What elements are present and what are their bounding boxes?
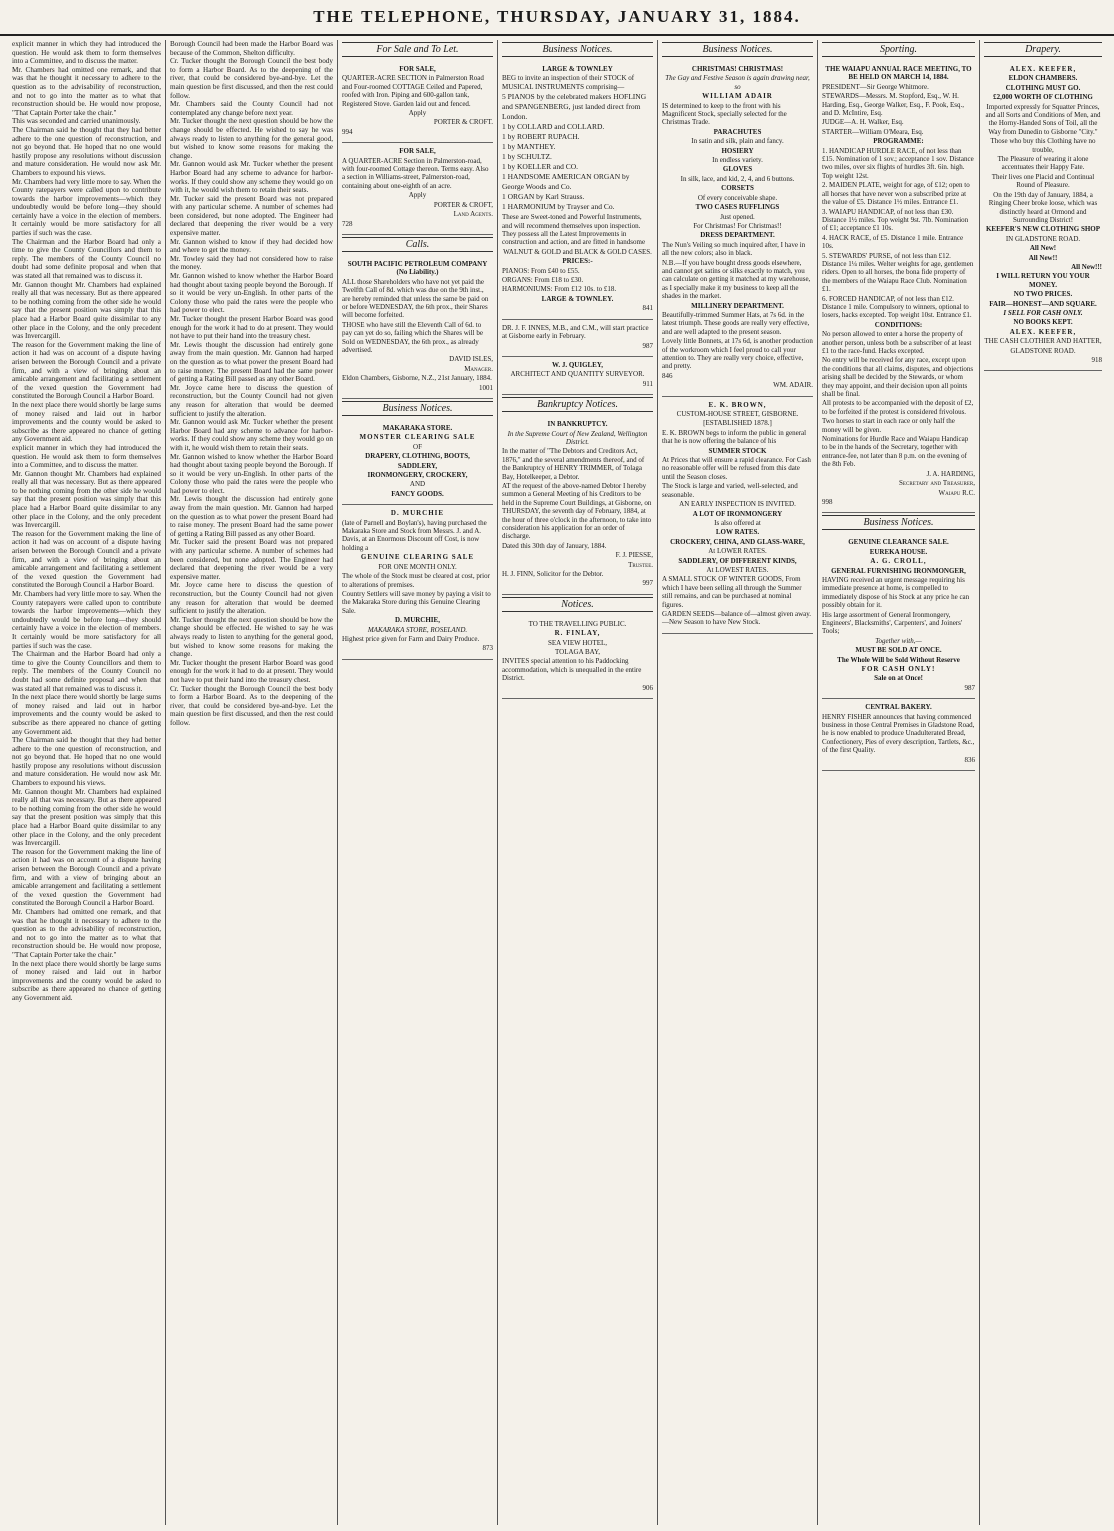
advert-signature: Waiapu R.C. [938, 488, 975, 497]
advert-title: CENTRAL BAKERY. [865, 703, 932, 712]
advert-title: R. FINLAY, [554, 629, 601, 638]
advert-title: A. G. CROLL, [870, 557, 927, 566]
column-3-advertisements [338, 40, 498, 1525]
report-paragraph: In the next place there would shortly be large sums of money raised and laid out in harbor improvements and the county would be asked to subscribe as there appeared no chance of getting any Government aid. [12, 400, 161, 444]
advert-number: 841 [642, 304, 653, 313]
advert-heading: CHRISTMAS! CHRISTMAS! [691, 65, 784, 73]
advert-line: TOLAGA BAY, [555, 648, 600, 657]
advert-heading: GENUINE CLEARANCE SALE. [848, 538, 949, 547]
advert-text: A QUARTER-ACRE Section in Palmerston-road, with four-roomed Cottage thereon. Terms easy. Also a section in Williams-street, Palmerston-road, containing about one-eighth of an acre. [342, 156, 489, 190]
advert-text: Together with,— [875, 636, 922, 645]
advert-quigley [502, 357, 653, 395]
advert-signature: Trustee. [628, 560, 653, 569]
list-item: 1 by KOELLER and CO. [502, 162, 579, 172]
advert-title: All New!! [1028, 253, 1058, 262]
advert-text: In the Supreme Court of New Zealand, Wellington District. [507, 429, 648, 446]
advert-text: A SMALL STOCK OF WINTER GOODS, From which I have been selling all through the Summer still remains, and can be purchased at nominal figures. [662, 575, 802, 609]
advert-title: Sale on at Once! [874, 674, 923, 683]
newspaper-title: THE TELEPHONE, THURSDAY, JANUARY 31, 1884. [313, 7, 801, 26]
advert-heading: EUREKA HOUSE. [869, 547, 928, 556]
advert-title: D. MURCHIE [390, 509, 445, 518]
advert-title: All New! [1029, 244, 1057, 253]
advert-item-heading: PROGRAMME: [873, 137, 924, 146]
advert-keefer [984, 61, 1102, 371]
advert-number: 994 [342, 127, 353, 136]
advert-text: In the matter of "The Debtors and Creditors Act, 1876," and the several amendments thereof, and of the Bankruptcy of HENRY TRIMMER, of Tolaga Bay, Hotelkeeper, a Debtor. [502, 447, 645, 481]
advert-title: The Whole Will be Sold Without Reserve [837, 655, 960, 664]
advert-title: ALEX. KEEFER, [1009, 327, 1077, 336]
advert-text: QUARTER-ACRE SECTION in Palmerston Road and Four-roomed COTTAGE Ceiled and Papered, roofed with Iron. Piping and 600-gallon tank, Registered Stove. Garden laid out and fenced. [342, 74, 484, 108]
advert-central-bakery [822, 699, 975, 771]
advert-title: E. K. BROWN, [708, 400, 767, 409]
list-item: 5 PIANOS by the celebrated makers HOFLING and SPANGENBERG, just landed direct from London. [502, 92, 647, 122]
advert-number: 918 [1091, 356, 1102, 364]
list-item: 1 HARMONIUM by Trayser and Co. [502, 202, 615, 212]
advert-title: ALEX. KEEFER, [1009, 65, 1077, 73]
report-paragraph: Mr. Gannon thought Mr. Chambers had explained really all that was necessary. But as there appeared to be nothing coming from the other side he would say that the present position was simply that this place had a Harbor Board quite dissimilar to any other place in the Colony, and the only precedent was Invercargill. [12, 469, 161, 530]
report-paragraph: Mr. Joyce came here to discuss the question of reconstruction, but the County Council had not given any reason for alteration that would be deemed sufficient to justify the alteration. [170, 581, 333, 616]
advert-text: These are Sweet-toned and Powerful Instruments, and will recommend themselves upon inspection. They possess all the Latest Improvements in construction and action, and are fitted in handsome [502, 213, 646, 247]
advert-line: GLADSTONE ROAD. [1010, 346, 1076, 355]
advert-item-heading: GLOVES [722, 165, 753, 174]
advert-makaraka-store [342, 420, 493, 505]
advert-murchie [342, 505, 493, 660]
report-paragraph: Mr. Chambers had very little more to say. When the County ratepayers were called upon to contribute towards the harbor improvements—which they undoubtedly would be before long—they should certainly have a voice in the election of members. It certainly would be more satisfactory for all parties if such was the case. [12, 590, 161, 650]
report-paragraph: The reason for the Government making the line of action it had was on account of a dispute having arisen between the Borough Council and a private firm, and with a view of bringing about an amicable arrangement and facilitating a settlement of the vexed question the Government had constituted the Borough Council a Harbor Board. [12, 529, 161, 590]
advert-dr-innes [502, 320, 653, 357]
advert-number: 987 [642, 341, 653, 350]
report-paragraph: Mr. Towley said they had not considered how to raise the money. [170, 254, 333, 272]
advert-signature: Manager. [464, 364, 493, 373]
advert-line: For Christmas! For Christmas!! [693, 221, 782, 230]
page-columns [8, 40, 1106, 1525]
list-item: 1 ORGAN by Karl Strauss. [502, 192, 585, 202]
race-entry: 6. FORCED HANDICAP, of not less than £12. Distance 1 mile. Compulsory to winners, optional to losers, hacks excepted. Top weight 10st. Entrance £1. [822, 294, 972, 320]
list-item: 1 by SCHULTZ. [502, 152, 552, 162]
report-paragraph: explicit manner in which they had introduced the question. He would ask them to form themselves into a Committee, and to discuss the matter. [12, 40, 161, 66]
advert-text: The whole of the Stock must be cleared at cost, prior to alterations of premises. [342, 572, 490, 589]
race-entry: 1. HANDICAP HURDLE RACE, of not less than £15. Nomination of 1 sov.; acceptance 1 sov. Distance two miles, over six flights of hurdles 3ft. 6in. high. Top weight 12st. [822, 146, 974, 180]
advert-text: PRESIDENT—Sir George Whitmore. [822, 82, 929, 91]
advert-heading: FAIR—HONEST—AND SQUARE. [989, 299, 1097, 308]
condition-entry: No entry will be received for any race, except upon the conditions that all claims, disputes, and objections arising shall be decided by the Stewards, or whom they may appoint, and their decision upon all points shall be final. [822, 356, 974, 399]
advert-item-heading: A LOT OF IRONMONGERY [692, 509, 783, 518]
list-item: 1 by COLLARD and COLLARD. [502, 122, 605, 132]
advert-item-heading: DRESS DEPARTMENT. [700, 231, 775, 240]
report-paragraph: Mr. Joyce came here to discuss the question of reconstruction, but the County Council had not given any reason for alteration that would be deemed sufficient to justify the alteration. [170, 383, 333, 418]
condition-entry: All protests to be accompanied with the deposit of £2, to be forfeited if the protest is considered frivolous. [822, 399, 974, 416]
advert-apply: Apply [408, 191, 427, 200]
advert-title: LARGE & TOWNLEY [542, 65, 613, 73]
instrument-list [502, 92, 653, 212]
advert-text: The Nun's Veiling so much inquired after, I have in all the new colors; also in black. [662, 240, 806, 258]
report-paragraph: Mr. Chambers said the County Council had not contemplated any change before next year. [170, 100, 333, 117]
advert-signature: WM. ADAIR. [773, 381, 813, 390]
report-paragraph: Mr. Tucker said the present Board was not prepared with any particular scheme. A number of schemes had been considered, but none adopted. The Engineer had declared that deepening the river would be a very expensive matter. [170, 194, 333, 238]
report-paragraph: Mr. Chambers had omitted one remark, and that was that he thought it necessary to adhere to the question as to the advisability of reconstruction, and not to go into the matter as to what that reconstruction should be. He would now propose, "That Captain Porter take the chair." [12, 907, 161, 959]
advert-text: Imported expressly for Squatter Princes, and all Sorts and Conditions of Men, and the Horny-Handed Sons of Toil, all the Way from Dunedin to Gisborne "City." [985, 102, 1101, 136]
advert-title: GENUINE CLEARING SALE [360, 553, 475, 562]
advert-william-adair [662, 61, 813, 397]
advert-heading: ELDON CHAMBERS. [1008, 74, 1078, 83]
race-entry: 3. WAIAPU HANDICAP, of not less than £30. Distance 1½ miles. Top weight 9st. 7lb. Nomination of £1; acceptance £1 10s. [822, 207, 969, 233]
advert-text: STEWARDS—Messrs. M. Stopford, Esq., W. H. Harding, Esq., George Walker, Esq., F. Pook, Esq., and D. McIntire, Esq. [822, 92, 965, 118]
report-paragraph: Cr. Tucker thought the Borough Council the best body to form a Harbor Board. As to the deepening of the river, that could be considered bye-and-bye. Let the main question be first discussed, and then the rest could follow. [170, 57, 333, 100]
advert-item-heading: HOSIERY [721, 146, 754, 155]
advert-title: £2,000 WORTH OF CLOTHING [993, 93, 1093, 102]
advert-heading: I WILL RETURN YOU YOUR MONEY. [996, 272, 1090, 289]
list-item: 1 HANDSOME AMERICAN ORGAN by George Woods and Co. [502, 172, 630, 192]
advert-line: THE CASH CLOTHIER AND HATTER, [984, 337, 1102, 346]
advert-for-sale-1 [342, 61, 493, 143]
report-paragraph: The Chairman said he thought that they had better adhere to the one question of reconstruction, and not go beyond that. He hoped that no one would hastily propose any resolutions without discussion and mature consideration. He would now ask Mr. Chambers to expound his views. [12, 125, 161, 177]
section-heading-for-sale: For Sale and To Let. [342, 42, 493, 57]
advert-line: FOR ONE MONTH ONLY. [378, 562, 457, 571]
advert-signature: DAVID ISLES, [449, 355, 493, 364]
advert-text: E. K. BROWN begs to inform the public in general that he is now offering the balance of his [662, 428, 807, 446]
report-paragraph: Mr. Gannon wished to know whether the Harbor Board had thought about taxing people beyond the Borough. If so it would be very un-English. In other parts of the Colony those who paid the rates were the people who had power to elect. [170, 272, 333, 315]
advert-text: The Pleasure of wearing it alone accentuates their Happy Fate. [997, 155, 1089, 172]
race-entry: 4. HACK RACE, of £5. Distance 1 mile. Entrance 10s. [822, 233, 964, 251]
advert-title: IN BANKRUPTCY. [547, 420, 608, 429]
advert-waiapu-race-meeting [822, 61, 975, 513]
advert-title: NO TWO PRICES. [1013, 290, 1073, 299]
advert-text: Those who buy this Clothing have no trouble, [990, 137, 1096, 154]
report-paragraph: The Chairman and the Harbor Board had only a time to give the County Councillors and them to reply. The members of the County Council no doubt had some definite proposal and when that was stated all that remained was to discuss it. [12, 237, 161, 281]
race-entry: 5. STEWARDS' PURSE, of not less than £12. Distance 1¼ miles. Welter weights for age, gentlemen riders. Open to all horses, the bona fide property of the members of the Waiapu Race Club. Nomination £1. [822, 251, 974, 294]
report-paragraph: In the next place there would shortly be large sums of money raised and laid out in harbor improvements and the county would be asked to subscribe as there appeared no chance of getting any Government aid. [12, 959, 161, 1002]
advert-address: Eldon Chambers, Gisborne, N.Z., 21st January, 1884. [342, 374, 492, 383]
section-heading-business: Business Notices. [342, 401, 493, 416]
masthead [0, 0, 1114, 36]
advert-text: Lovely little Bonnets, at 17s 6d, is another production of the workroom which I feel proud to call your attention to. They are really very choice, effective, and pretty. [662, 337, 813, 371]
advert-text: THOSE who have still the Eleventh Call of 6d. to pay can yet do so, failing which the Shares will be Sold on WEDNESDAY, the 6th prox., as already advertised. [342, 320, 483, 354]
report-paragraph: In the next place there would shortly be large sums of money raised and laid out in harbor improvements and the county would be asked to subscribe as there appeared no chance of getting any Government aid. [12, 693, 161, 736]
advert-number: 997 [642, 579, 653, 588]
list-item: 1 by MANTHEY. [502, 142, 556, 152]
advert-text: BEG to invite an inspection of their STOCK of MUSICAL INSTRUMENTS comprising— [502, 74, 635, 91]
advert-text: The Stock is large and varied, well-selected, and seasonable. [662, 482, 798, 499]
advert-item-heading: PARACHUTES [713, 127, 762, 136]
report-paragraph: Mr. Gannon would ask Mr. Tucker whether the present Harbor Board had any scheme to advance for harbor-works. If they could show any scheme they would go on with it, he would wish them to retain their seats. [170, 418, 333, 452]
advert-line: At LOWER RATES. [708, 547, 767, 556]
advert-line: AND [409, 480, 426, 489]
advert-text: The Gay and Festive Season is again drawing near, so [665, 74, 810, 91]
advert-item-heading: MILLINERY DEPARTMENT. [691, 301, 784, 310]
report-paragraph: Mr. Lewis thought the discussion had entirely gone away from the main question. Mr. Gannon had harped on the question as to what power the present Board had to raise money. The present Board had the same power of getting a Rating Bill passed as any other Board. [170, 340, 333, 384]
advert-line: At LOWEST RATES. [706, 565, 769, 574]
advert-line: Of every conceivable shape. [697, 193, 778, 202]
section-heading-bankruptcy: Bankruptcy Notices. [502, 397, 653, 412]
advert-line: FANCY GOODS. [391, 489, 444, 498]
advert-line: DRAPERY, CLOTHING, BOOTS, [365, 452, 470, 461]
report-paragraph: Mr. Chambers had omitted one remark, and that was that he thought it necessary to adhere to the question as to the advisability of reconstruction, and not to go into the matter as to what that reconstruction should be. He would now propose, "That Captain Porter take the chair." [12, 65, 161, 117]
column-2-news-report [166, 40, 338, 1525]
advert-signature: Land Agents. [453, 210, 493, 219]
advert-title: WILLIAM ADAIR [702, 92, 773, 101]
advert-text: ALL those Shareholders who have not yet paid the Twelfth Call of 8d. which was due on the 9th inst., are hereby reminded that unless the same be paid on or before WEDNESDAY, the 6th prox., their Shares will become forfeited. [342, 277, 489, 320]
advert-line: SEA VIEW HOTEL, [547, 638, 608, 647]
advert-line: Is also offered at [714, 518, 761, 527]
advert-title: W. J. QUIGLEY, [551, 360, 604, 369]
advert-line: Just opened. [720, 212, 755, 221]
section-heading-business: Business Notices. [662, 42, 813, 57]
advert-text: N.B.—If you have bought dress goods elsewhere, and cannot get satins or silks exactly to match, you can calculate on getting it matched at my warehouse, as I specially make it my business to keep all the shades in the market. [662, 258, 811, 301]
advert-text: Dated this 30th day of January, 1884. [502, 541, 607, 550]
report-paragraph: The reason for the Government making the line of action it had was on account of a dispute having arisen between the Borough Council and a private firm, and with a view of bringing about an amicable arrangement and facilitating a settlement of the vexed question the Government had constituted the Borough Council a Harbor Board. [12, 847, 161, 908]
report-paragraph: Mr. Gannon wished to know if they had decided how and where to get the money. [170, 237, 333, 255]
advert-line: OF [413, 442, 422, 451]
report-paragraph: Mr. Lewis thought the discussion had entirely gone away from the main question. Mr. Gannon had harped on the question as to what power the present Board had to raise money. The present Board had the same power of getting a Rating Bill passed as any other Board. [170, 495, 333, 538]
advert-title: MONSTER CLEARING SALE [359, 433, 476, 442]
advert-item-heading: LOW RATES. [715, 528, 760, 537]
advert-large-townley [502, 61, 653, 320]
advert-heading: NO BOOKS KEPT. [1013, 318, 1073, 327]
condition-entry: Nominations for Hurdle Race and Waiapu Handicap to be in the hands of the Secretary, together with entrance-fee, not later than 8 p.m. on the evening of the 8th Feb. [822, 435, 969, 469]
advert-text: At Prices that will ensure a rapid clearance. For Cash no reasonable offer will be refused from this date until the Season closes. [662, 456, 811, 481]
list-item: 1 by ROBERT RUPACH. [502, 132, 580, 142]
advert-line: AN EARLY INSPECTION IS INVITED. [679, 500, 796, 509]
report-paragraph: Mr. Tucker thought the next question should be how the change should be effected. He wished to say he was always ready to listen to anything for the general good, but wished to know some reasons for making the change. [170, 117, 333, 160]
advert-title: FOR CASH ONLY! [861, 665, 936, 673]
advert-line: IN GLADSTONE ROAD. [1005, 234, 1081, 243]
advert-item-heading: CORSETS [721, 184, 754, 193]
advert-text: HENRY FISHER announces that having commenced business in those Central Premises in Gladstone Road, he is now enabled to produce Unadulterated Bread, Confectionery, Pies of every description, Tartlets, &c., of the first Quality. [822, 712, 975, 755]
condition-entry: Two horses to start in each race or only half the money will be given. [822, 417, 955, 434]
advert-text: Highest price given for Farm and Dairy Produce. [342, 634, 480, 643]
race-entry: 2. MAIDEN PLATE, weight for age, of £12; open to all horses that have never won a subscribed prize at the value of £5. Distance 1½ miles. Entrance £1. [822, 181, 970, 207]
advert-heading: MAKARAKA STORE. [382, 424, 453, 432]
report-paragraph: Mr. Gannon wished to know whether the Harbor Board had thought about taxing people beyond the Borough. If so it would be very un-English. In other parts of the Colony those who paid the rates were the people who had power to elect. [170, 452, 333, 495]
advert-number: 998 [822, 497, 833, 506]
advert-item-heading: TWO CASES RUFFLINGS [695, 203, 780, 212]
advert-text: Their lives one Placid and Continual Round of Pleasure. [991, 172, 1095, 190]
section-heading-notices: Notices. [502, 597, 653, 612]
column-1-news-report [8, 40, 166, 1525]
section-heading-business: Business Notices. [502, 42, 653, 57]
advert-signature: D. MURCHIE, [395, 616, 440, 625]
condition-entry: No person allowed to enter a horse the property of another person, unless both be a subscriber of at least £1 to the race-fund. Hacks excepted. [822, 330, 972, 355]
advert-text: (late of Parnell and Boylan's), having purchased the Makaraka Store and Stock from Messrs. J. and A. Davis, at an Enormous Discount off Cost, is now holding a [342, 518, 487, 552]
advert-line: IRONMONGERY, CROCKERY, [367, 471, 468, 480]
advert-line: In silk, lace, and kid, 2, 4, and 6 buttons. [680, 174, 795, 183]
advert-number: 873 [482, 644, 493, 653]
advert-item-heading: CROCKERY, CHINA, AND GLASS-WARE, [670, 537, 805, 546]
advert-text: DR. J. F. INNES, M.B., and C.M., will start practice at Gisborne early in February. [502, 323, 649, 341]
report-paragraph: Cr. Tucker thought the Borough Council the best body to form a Harbor Board. As to the deepening of the river, that could be considered bye-and-bye. Let the main question be first discussed, and then the rest could follow. [170, 684, 333, 727]
price-heading: PRICES:- [562, 257, 593, 266]
column-5-advertisements [658, 40, 818, 1525]
report-paragraph: Mr. Tucker thought the present Harbor Board was good enough for the work it had to do at present. They would not have to put their hand into the treasury chest. [170, 315, 333, 341]
advert-line: In endless variety. [712, 156, 763, 165]
advert-text: On the 19th day of January, 1884, a Ringing Cheer broke loose, which was distinctly heard at Ormond and Surrounding District! [988, 190, 1098, 224]
advert-heading: FOR SALE, [399, 65, 436, 73]
advert-text: STARTER—William O'Meara, Esq. [822, 127, 924, 136]
advert-signature: PORTER & CROFT. [433, 118, 493, 127]
advert-bankruptcy [502, 416, 653, 595]
advert-text: H. J. FINN, Solicitor for the Debtor. [502, 570, 604, 579]
advert-apply: Apply [408, 109, 427, 118]
advert-number: 1001 [479, 383, 493, 392]
advert-line: SADDLERY, [397, 461, 438, 470]
section-heading-calls: Calls. [342, 237, 493, 252]
advert-ek-brown [662, 397, 813, 634]
report-paragraph: Mr. Tucker thought the present Harbor Board was good enough for the work it had to do at present. They would not have to put their hand into the treasury chest. [170, 658, 333, 684]
report-paragraph: Mr. Tucker said the present Board was not prepared with any particular scheme. A number of schemes had been considered, but none adopted. The Engineer had declared that deepening the river would be a very expensive matter. [170, 538, 333, 581]
advert-text: GARDEN SEEDS—balance of—almost given away.—New Season to have New Stock. [662, 609, 812, 627]
advert-heading: SOUTH PACIFIC PETROLEUM COMPANY (No Liability.) [347, 259, 488, 277]
advert-text: His large assortment of General Ironmongery, Engineers', Blacksmiths', Carpenters', and Joiners' Tools; [822, 610, 963, 636]
price-line: PIANOS: From £40 to £55. [502, 266, 580, 275]
advert-number: 906 [642, 683, 653, 692]
report-paragraph: The reason for the Government making the line of action it had was on account of a dispute having arisen between the Borough Council and a private firm, and with a view of bringing about an amicable arrangement and facilitating a settlement of the vexed question the Government had constituted the Borough Council a Harbor Board. [12, 340, 161, 401]
report-paragraph: Mr. Gannon thought Mr. Chambers had explained really all that was necessary. But as there appeared to be nothing coming from the other side he would say that the present position was simply that this place had a Harbor Board quite dissimilar to any other place in the Colony, and the only precedent was Invercargill. [12, 280, 161, 341]
advert-petroleum-company [342, 256, 493, 399]
advert-item-heading: CONDITIONS: [874, 320, 923, 329]
advert-number: 846 [662, 371, 673, 380]
price-line: ORGANS: From £18 to £30. [502, 276, 584, 285]
advert-title: CLOTHING MUST GO. [1005, 83, 1081, 92]
report-paragraph: Mr. Gannon thought Mr. Chambers had explained really all that was necessary. But as there appeared to be nothing coming from the other side he would say that the present position was simply that this place had a Harbor Board quite dissimilar to any other place in the Colony, and the only precedent was Invercargill. [12, 787, 161, 848]
advert-text: HAVING received an urgent message requiring his immediate presence at home, is compelled to immediately dispose of his Stock at any price he can possibly obtain for it. [822, 575, 970, 610]
advert-signature: PORTER & CROFT, [433, 200, 493, 209]
advert-croll [822, 534, 975, 699]
price-line: HARMONIUMS: From £12 10s. to £18. [502, 285, 617, 294]
advert-signature: F. J. PIESSE, [615, 551, 653, 560]
advert-text: JUDGE—A. H. Walker, Esq. [822, 118, 904, 127]
section-heading-sporting: Sporting. [822, 42, 975, 57]
advert-for-sale-2 [342, 143, 493, 235]
advert-line: [ESTABLISHED 1878.] [703, 419, 772, 428]
advert-text: Country Settlers will save money by paying a visit to the Makaraka Store during this Genuine Clearing Sale. [342, 589, 491, 615]
report-paragraph: This was seconded and carried unanimously. [12, 117, 141, 126]
advert-heading: FOR SALE, [399, 147, 436, 156]
advert-heading: I SELL FOR CASH ONLY. [1003, 308, 1083, 317]
report-paragraph: Mr. Tucker thought the next question should be how the change should be effected. He wished to say he was always ready to listen to anything for the general good, but wished to know some reasons for making the change. [170, 615, 333, 659]
advert-heading: GENERAL FURNISHING IRONMONGER, [831, 566, 966, 575]
column-7-drapery [980, 40, 1106, 1525]
advert-signature: LARGE & TOWNLEY. [541, 294, 614, 303]
advert-line: CUSTOM-HOUSE STREET, GISBORNE. [676, 410, 799, 419]
advert-number: 836 [964, 755, 975, 764]
advert-text: ARCHITECT AND QUANTITY SURVEYOR. [510, 370, 645, 379]
advert-item-heading: SADDLERY, OF DIFFERENT KINDS, [678, 556, 797, 565]
column-4-advertisements [498, 40, 658, 1525]
advert-heading: TO THE TRAVELLING PUBLIC. [528, 619, 627, 628]
advert-signature: MAKARAKA STORE, ROSELAND. [367, 625, 468, 634]
section-heading-business: Business Notices. [822, 515, 975, 530]
column-6-advertisements [818, 40, 980, 1525]
advert-finlay [502, 616, 653, 699]
advert-line: In satin and silk, plain and fancy. [691, 137, 784, 146]
report-paragraph: Mr. Chambers had very little more to say. When the County ratepayers were called upon to contribute towards the harbor improvements—which they undoubtedly would be before long—they should certainly have a voice in the election of members. It certainly would be more satisfactory for all parties if such was the case. [12, 177, 161, 238]
report-paragraph: Borough Council had been made the Harbor Board was because of the Common, Shelton difficulty. [170, 40, 333, 57]
advert-text: AT the request of the above-named Debtor I hereby summon a General Meeting of his Creditors to be held in the Supreme Court Buildings, at Gisborne, on THURSDAY, the seventh day of February, 1884, at the hour of three o'clock in the afternoon, to take into consideration his application for an order of discharge. [502, 481, 652, 541]
advert-title: KEEFER'S NEW CLOTHING SHOP [985, 225, 1101, 234]
advert-title: All New!!! [1071, 262, 1102, 271]
advert-signature: Secretary and Treasurer, [899, 479, 975, 488]
advert-text: Beautifully-trimmed Summer Hats, at 7s 6d. in the latest triumph. These goods are really very effective, and are well adapted to the present season. [662, 310, 810, 336]
advert-text: IS determined to keep to the front with his Magnificent Stock, specially selected for the Christmas Trade. [662, 101, 787, 127]
section-heading-drapery: Drapery. [984, 42, 1102, 57]
advert-text: INVITES special attention to his Paddocking accommodation, which is unequalled in the entire District. [502, 657, 642, 683]
report-paragraph: The Chairman and the Harbor Board had only a time to give the County Councillors and them to reply. The members of the County Council no doubt had some definite proposal and when that was stated all that remained was to discuss it. [12, 650, 161, 693]
report-paragraph: Mr. Gannon would ask Mr. Tucker whether the present Harbor Board had any scheme to advance for harbor-works. If they could show any scheme they would go on with it, he would wish them to retain their seats. [170, 160, 333, 195]
advert-signature: J. A. HARDING, [926, 469, 975, 478]
advert-number: 728 [342, 219, 353, 228]
advert-item-heading: SUMMER STOCK [708, 446, 767, 455]
report-paragraph: The Chairman said he thought that they had better adhere to the one question of reconstruction, and not go beyond that. He hoped that no one would hastily propose any resolutions without discussion and mature consideration. He would now ask Mr. Chambers to expound his views. [12, 736, 161, 788]
advert-number: 911 [642, 379, 653, 388]
advert-text: WALNUT & GOLD and BLACK & GOLD CASES. [503, 247, 652, 256]
advert-number: 987 [964, 683, 975, 692]
advert-heading: MUST BE SOLD AT ONCE. [855, 646, 942, 655]
advert-title: THE WAIAPU ANNUAL RACE MEETING, TO BE HELD ON MARCH 14, 1884. [825, 65, 972, 82]
report-paragraph: explicit manner in which they had introduced the question. He would ask them to form themselves into a Committee, and to discuss the matter. [12, 443, 161, 470]
